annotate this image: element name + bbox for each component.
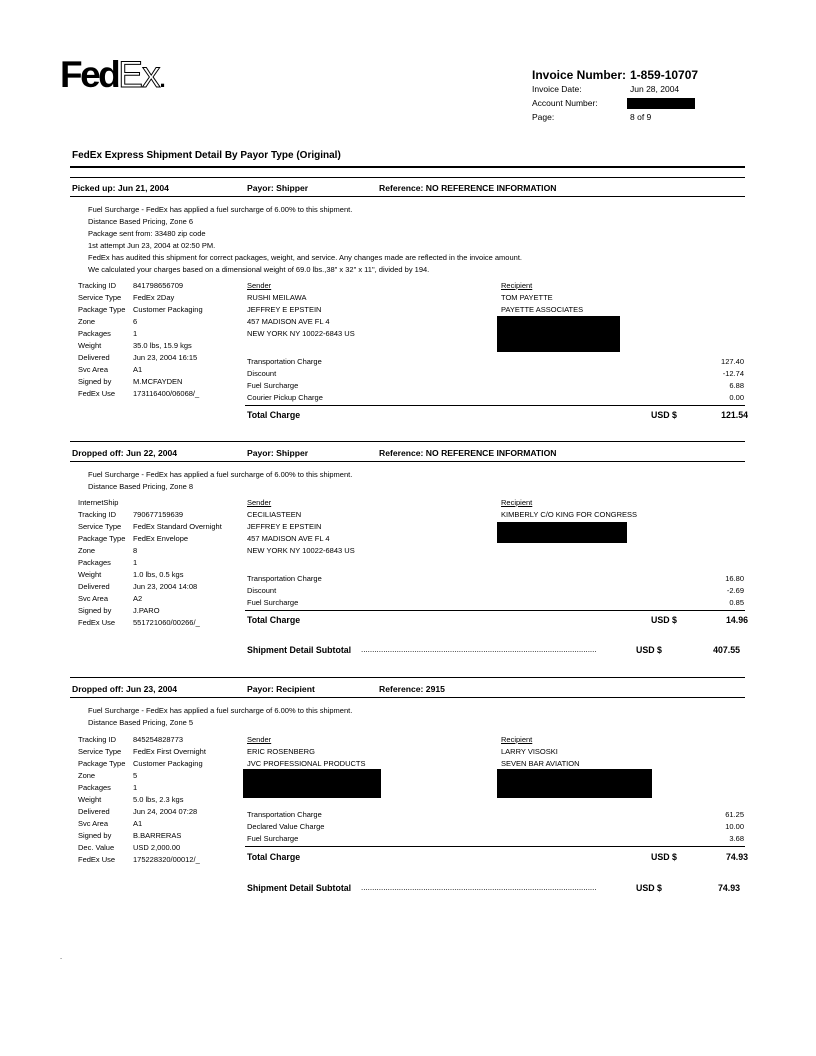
s2-internet-ship: InternetShip: [78, 498, 119, 507]
tracking-label: Tracking ID: [78, 281, 117, 290]
page-number: 8 of 9: [630, 112, 652, 122]
s2-note: Fuel Surcharge - FedEx has applied a fuel surcharge of 6.00% to this shipment.: [88, 470, 353, 479]
package-label: Package Type: [78, 759, 126, 768]
s1-fedex-use: 173116400/06068/_: [133, 389, 200, 398]
s3-note: Fuel Surcharge - FedEx has applied a fuel surcharge of 6.00% to this shipment.: [88, 706, 353, 715]
charge-label: Discount: [247, 586, 277, 595]
s3-subtotal: 74.93: [717, 883, 740, 893]
invoice-number-label: Invoice Number:: [532, 68, 627, 82]
charge-label: Discount: [247, 369, 277, 378]
s2-signed-by: J.PARO: [133, 606, 160, 615]
s3-zone: 5: [133, 771, 138, 780]
s3-package-type: Customer Packaging: [133, 759, 203, 768]
s1-package-type: Customer Packaging: [133, 305, 203, 314]
s2-delivered: Jun 23, 2004 14:08: [133, 582, 198, 591]
divider: [70, 177, 745, 178]
subtotal-currency: USD $: [636, 645, 662, 655]
charge-amount: -12.74: [722, 369, 744, 378]
zone-label: Zone: [78, 546, 96, 555]
tracking-label: Tracking ID: [78, 510, 117, 519]
s3-svc-area: A1: [133, 819, 143, 828]
divider: [245, 610, 745, 611]
s2-dropoff-date: Dropped off: Jun 22, 2004: [72, 448, 178, 458]
s3-weight: 5.0 lbs, 2.3 kgs: [133, 795, 184, 804]
charge-amount: 127.40: [721, 357, 744, 366]
fedex-use-label: FedEx Use: [78, 618, 116, 627]
charge-label: Fuel Surcharge: [247, 381, 299, 390]
s1-signed-by: M.MCFAYDEN: [133, 377, 183, 386]
svc-area-label: Svc Area: [78, 819, 109, 828]
divider: [70, 166, 745, 168]
subtotal-leader-dots: ..........................................................................................................: [361, 883, 597, 892]
s1-payor: Payor: Shipper: [247, 183, 309, 193]
s1-pickup-date: Picked up: Jun 21, 2004: [72, 183, 169, 193]
packages-label: Packages: [78, 329, 111, 338]
redacted-recipient-address: [497, 769, 652, 798]
s2-reference: Reference: NO REFERENCE INFORMATION: [379, 448, 557, 458]
fedex-use-label: FedEx Use: [78, 855, 116, 864]
s3-sender-line: ERIC ROSENBERG: [247, 747, 315, 756]
s2-sender-line: CECILIASTEEN: [247, 510, 302, 519]
charge-amount: 3.68: [729, 834, 744, 843]
signed-label: Signed by: [78, 831, 112, 840]
account-number-label: Account Number:: [532, 98, 598, 108]
s2-sender-line: JEFFREY E EPSTEIN: [247, 522, 322, 531]
divider: [245, 405, 745, 406]
zone-label: Zone: [78, 771, 96, 780]
charge-amount: -2.69: [726, 586, 744, 595]
s2-sender-line: 457 MADISON AVE FL 4: [247, 534, 330, 543]
delivered-label: Delivered: [78, 582, 110, 591]
invoice-number: 1-859-10707: [630, 68, 699, 82]
fedex-logo: FedEx.: [60, 54, 164, 95]
s1-sender-line: 457 MADISON AVE FL 4: [247, 317, 330, 326]
s3-dropoff-date: Dropped off: Jun 23, 2004: [72, 684, 178, 694]
s1-note: 1st attempt Jun 23, 2004 at 02:50 PM.: [88, 241, 216, 250]
s1-note: Fuel Surcharge - FedEx has applied a fuel surcharge of 6.00% to this shipment.: [88, 205, 353, 214]
service-label: Service Type: [78, 293, 122, 302]
s3-packages: 1: [133, 783, 138, 792]
charge-amount: 0.00: [729, 393, 744, 402]
currency-label: USD $: [651, 410, 677, 420]
s3-recipient-line: LARRY VISOSKI: [501, 747, 558, 756]
s1-svc-area: A1: [133, 365, 143, 374]
signed-label: Signed by: [78, 606, 112, 615]
subtotal-leader-dots: ..........................................................................................................: [361, 645, 597, 654]
s1-note: Distance Based Pricing, Zone 6: [88, 217, 194, 226]
divider: [70, 677, 745, 678]
signed-label: Signed by: [78, 377, 112, 386]
s3-total-charge: 74.93: [725, 852, 748, 862]
s3-payor: Payor: Recipient: [247, 684, 315, 694]
s3-service-type: FedEx First Overnight: [133, 747, 206, 756]
packages-label: Packages: [78, 783, 111, 792]
packages-label: Packages: [78, 558, 111, 567]
subtotal-label: Shipment Detail Subtotal: [247, 645, 352, 655]
s1-note: Package sent from: 33480 zip code: [88, 229, 206, 238]
s1-sender-line: NEW YORK NY 10022-6843 US: [247, 329, 355, 338]
s2-service-type: FedEx Standard Overnight: [133, 522, 222, 531]
dec-value-label: Dec. Value: [78, 843, 115, 852]
s3-reference: Reference: 2915: [379, 684, 445, 694]
weight-label: Weight: [78, 341, 102, 350]
s1-weight: 35.0 lbs, 15.9 kgs: [133, 341, 192, 350]
divider: [245, 846, 745, 847]
charge-amount: 16.80: [725, 574, 744, 583]
subtotal-label: Shipment Detail Subtotal: [247, 883, 352, 893]
total-charge-label: Total Charge: [247, 410, 301, 420]
s2-payor: Payor: Shipper: [247, 448, 309, 458]
s1-packages: 1: [133, 329, 138, 338]
charge-label: Courier Pickup Charge: [247, 393, 323, 402]
s3-note: Distance Based Pricing, Zone 5: [88, 718, 194, 727]
s1-note: We calculated your charges based on a dimensional weight of 69.0 lbs.,38" x 32" x 11", divided by 194.: [88, 265, 430, 274]
s3-fedex-use: 175228320/00012/_: [133, 855, 200, 864]
s2-tracking-id: 790677159639: [133, 510, 184, 519]
s2-package-type: FedEx Envelope: [133, 534, 189, 543]
svc-area-label: Svc Area: [78, 594, 109, 603]
charge-amount: 10.00: [725, 822, 744, 831]
recipient-heading: Recipient: [501, 735, 533, 744]
redacted-account-number: [627, 98, 695, 109]
s1-zone: 6: [133, 317, 138, 326]
s1-sender-line: RUSHI MEILAWA: [247, 293, 307, 302]
charge-label: Transportation Charge: [247, 357, 322, 366]
charge-amount: 61.25: [725, 810, 744, 819]
s2-packages: 1: [133, 558, 138, 567]
tracking-label: Tracking ID: [78, 735, 117, 744]
zone-label: Zone: [78, 317, 96, 326]
s3-delivered: Jun 24, 2004 07:28: [133, 807, 198, 816]
divider: [70, 461, 745, 462]
s2-note: Distance Based Pricing, Zone 8: [88, 482, 194, 491]
subtotal-currency: USD $: [636, 883, 662, 893]
recipient-heading: Recipient: [501, 498, 533, 507]
s1-tracking-id: 841798656709: [133, 281, 184, 290]
fedex-use-label: FedEx Use: [78, 389, 116, 398]
charge-amount: 0.85: [729, 598, 744, 607]
sender-heading: Sender: [247, 735, 272, 744]
divider: [70, 697, 745, 698]
s3-recipient-line: SEVEN BAR AVIATION: [501, 759, 580, 768]
sender-heading: Sender: [247, 498, 272, 507]
s2-sender-line: NEW YORK NY 10022-6843 US: [247, 546, 355, 555]
service-label: Service Type: [78, 747, 122, 756]
total-charge-label: Total Charge: [247, 615, 301, 625]
s2-subtotal: 407.55: [713, 645, 740, 655]
s3-tracking-id: 845254828773: [133, 735, 184, 744]
delivered-label: Delivered: [78, 353, 110, 362]
divider: [70, 196, 745, 197]
s1-reference: Reference: NO REFERENCE INFORMATION: [379, 183, 557, 193]
redacted-sender-address: [243, 769, 381, 798]
currency-label: USD $: [651, 615, 677, 625]
s3-declared-value: USD 2,000.00: [133, 843, 181, 852]
invoice-date: Jun 28, 2004: [630, 84, 680, 94]
s1-sender-line: JEFFREY E EPSTEIN: [247, 305, 322, 314]
s1-note: FedEx has audited this shipment for correct packages, weight, and service. Any changes made are reflected in the invoice amount.: [88, 253, 522, 262]
charge-label: Fuel Surcharge: [247, 598, 299, 607]
s1-service-type: FedEx 2Day: [133, 293, 175, 302]
currency-label: USD $: [651, 852, 677, 862]
redacted-recipient-address: [497, 316, 620, 352]
charge-amount: 6.88: [729, 381, 744, 390]
page-title: FedEx Express Shipment Detail By Payor Type (Original): [72, 150, 341, 161]
service-label: Service Type: [78, 522, 122, 531]
weight-label: Weight: [78, 570, 102, 579]
s3-sender-line: JVC PROFESSIONAL PRODUCTS: [247, 759, 366, 768]
divider: [70, 441, 745, 442]
s2-svc-area: A2: [133, 594, 143, 603]
s2-recipient-line: KIMBERLY C/O KING FOR CONGRESS: [501, 510, 637, 519]
s2-fedex-use: 551721060/00266/_: [133, 618, 200, 627]
invoice-date-label: Invoice Date:: [532, 84, 582, 94]
s2-total-charge: 14.96: [725, 615, 748, 625]
s1-total-charge: 121.54: [721, 410, 748, 420]
charge-label: Fuel Surcharge: [247, 834, 299, 843]
s1-delivered: Jun 23, 2004 16:15: [133, 353, 198, 362]
s2-zone: 8: [133, 546, 138, 555]
s1-recipient-line: PAYETTE ASSOCIATES: [501, 305, 584, 314]
delivered-label: Delivered: [78, 807, 110, 816]
page-label: Page:: [532, 112, 555, 122]
total-charge-label: Total Charge: [247, 852, 301, 862]
package-label: Package Type: [78, 305, 126, 314]
recipient-heading: Recipient: [501, 281, 533, 290]
package-label: Package Type: [78, 534, 126, 543]
redacted-recipient-address: [497, 522, 627, 543]
charge-label: Declared Value Charge: [247, 822, 325, 831]
charge-label: Transportation Charge: [247, 574, 322, 583]
s3-signed-by: B.BARRERAS: [133, 831, 182, 840]
weight-label: Weight: [78, 795, 102, 804]
charge-label: Transportation Charge: [247, 810, 322, 819]
sender-heading: Sender: [247, 281, 272, 290]
svc-area-label: Svc Area: [78, 365, 109, 374]
footer-mark: .: [60, 952, 63, 961]
s1-recipient-line: TOM PAYETTE: [501, 293, 553, 302]
s2-weight: 1.0 lbs, 0.5 kgs: [133, 570, 184, 579]
